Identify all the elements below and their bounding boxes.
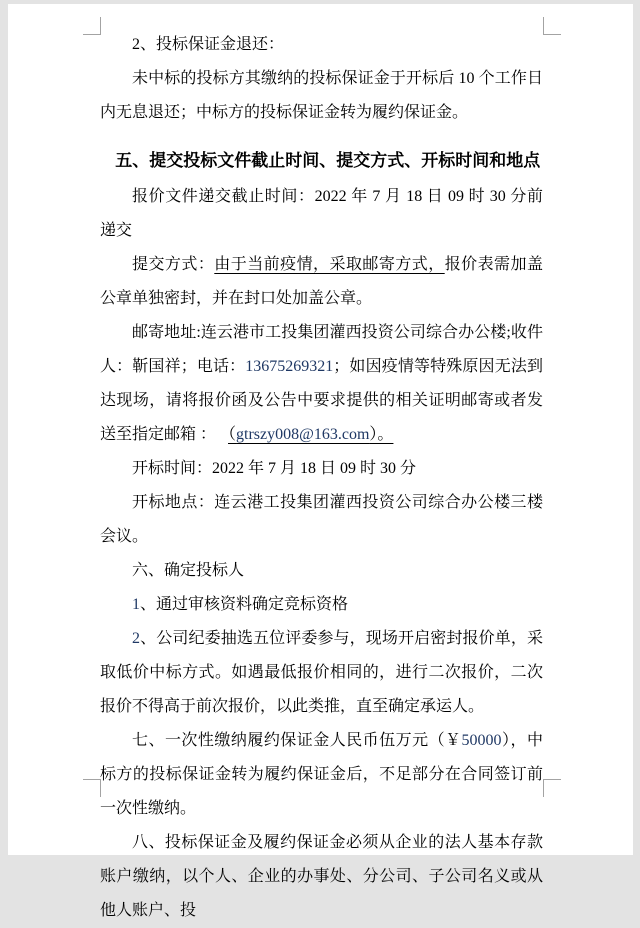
item-2-text: 、公司纪委抽选五位评委参与，现场开启密封报价单，采取低价中标方式。如遇最低报价相同的，进行二次报价，二次报价不得高于前次报价，以此类推，直至确定承运人。	[100, 630, 543, 715]
section-7-text-2: ），中标方的投标保证金转为履约保证金后，不足部分在合同签订前一次性缴纳。	[100, 732, 543, 817]
paragraph-bid-opening-place: 开标地点：连云港工投集团灌西投资公司综合办公楼三楼会议。	[100, 494, 543, 545]
text-boundary-mark-top-left	[83, 17, 101, 35]
email-address-text: gtrszy008@163.com	[236, 426, 370, 443]
paragraph-submission-method	[100, 248, 543, 316]
mailing-address-text-2: ；如因疫情等特殊原因无法到达现场，请将报价函及公告中要求提供的相关证明邮寄或者发送至指定邮箱 ：	[100, 358, 543, 443]
mailing-address-text: 邮寄地址:连云港市工投集团灌西投资公司综合办公楼;收件人：靳国祥；电话：	[100, 324, 543, 375]
paragraph-section-7	[100, 724, 543, 826]
paragraph-item-2	[100, 622, 543, 724]
email-open-paren: （	[228, 426, 237, 443]
paragraph-section-8: 八、投标保证金及履约保证金必须从企业的法人基本存款账户缴纳，以个人、企业的办事处、分公司、子公司名义或从他人账户、投	[100, 834, 543, 919]
paragraph-section-6-title: 六、确定投标人	[132, 562, 245, 579]
submission-method-rest: 报价表需加盖公章单独密封，并在封口处加盖公章。	[100, 256, 543, 307]
section-7-text: 七、一次性缴纳履约保证金人民币伍万元（￥	[132, 732, 462, 749]
paragraph-submission-deadline: 报价文件递交截止时间：2022 年 7 月 18 日 09 时 30 分前递交	[100, 188, 543, 239]
paragraph-bid-bond-refund-title: 2、投标保证金退还：	[132, 36, 285, 53]
performance-bond-amount: 50000	[461, 732, 502, 749]
text-boundary-mark-bottom-right	[543, 779, 561, 797]
section-heading-5: 五、提交投标文件截止时间、提交方式、开标时间和地点	[115, 151, 541, 170]
paragraph-item-1	[100, 588, 543, 622]
document-body	[100, 28, 543, 928]
paragraph-bid-bond-refund-detail: 未中标的投标方其缴纳的投标保证金于开标后 10 个工作日内无息退还；中标方的投标保证金转为履约保证金。	[100, 70, 543, 121]
email-close-paren: ）。	[369, 426, 394, 443]
contact-phone-number: 13675269321	[245, 358, 334, 375]
submission-method-underlined: 由于当前疫情，采取邮寄方式，	[214, 256, 445, 273]
item-2-number: 2	[132, 630, 140, 647]
submission-method-label: 提交方式：	[132, 256, 215, 273]
item-1-text: 、通过审核资料确定竞标资格	[140, 596, 349, 613]
paragraph-mailing-address	[100, 316, 543, 452]
item-1-number: 1	[132, 596, 140, 613]
designated-email	[216, 426, 393, 443]
text-boundary-mark-bottom-left	[83, 779, 101, 797]
document-page	[8, 4, 633, 919]
paragraph-bid-opening-time: 开标时间：2022 年 7 月 18 日 09 时 30 分	[132, 460, 417, 477]
text-boundary-mark-top-right	[543, 17, 561, 35]
